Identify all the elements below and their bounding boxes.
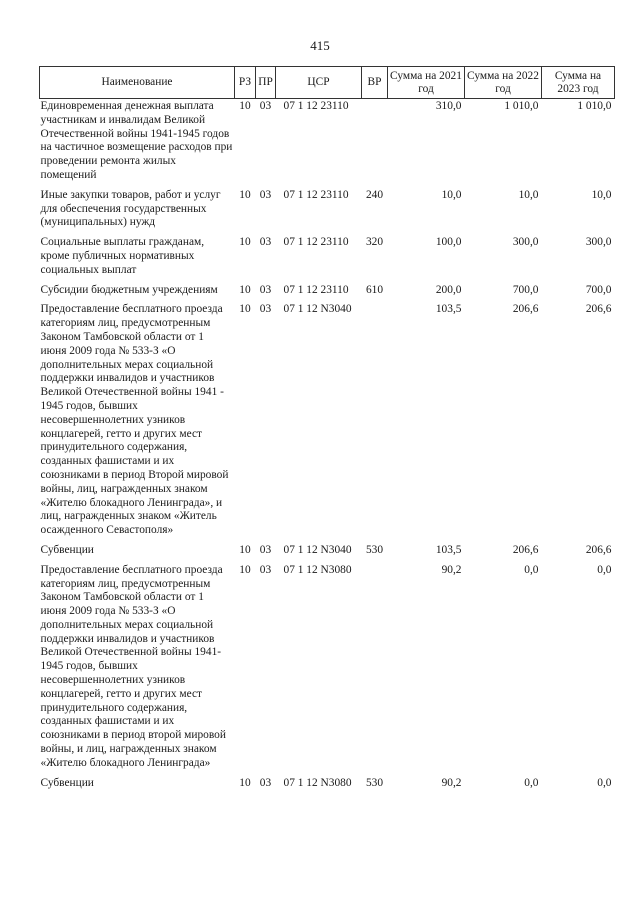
row-csr: 07 1 12 23110 bbox=[283, 236, 349, 249]
table-row bbox=[40, 99, 615, 189]
row-vr: 530 bbox=[365, 543, 384, 556]
budget-table bbox=[39, 66, 615, 790]
row-name: Субвенции bbox=[40, 543, 94, 556]
row-sum-2021: 10,0 bbox=[441, 188, 462, 201]
header-sum-2021: Сумма на 2021 год bbox=[388, 67, 465, 99]
table-row bbox=[40, 303, 615, 544]
row-name: Единовременная денежная выплата участникам и инвалидам Великой Отечественной войны 1941-1945 годов на частичное возмещение расходов при проведении ремонта жилых помещений bbox=[40, 100, 233, 181]
row-csr: 07 1 12 23110 bbox=[283, 283, 349, 296]
row-sum-2023: 10,0 bbox=[591, 188, 612, 201]
row-sum-2022: 10,0 bbox=[518, 188, 539, 201]
row-rz: 10 bbox=[239, 188, 251, 201]
row-rz: 10 bbox=[239, 236, 251, 249]
header-name: Наименование bbox=[40, 67, 235, 99]
row-csr: 07 1 12 N3080 bbox=[283, 563, 352, 576]
row-sum-2021: 103,5 bbox=[435, 543, 462, 556]
row-sum-2023: 0,0 bbox=[597, 776, 612, 789]
row-sum-2021: 310,0 bbox=[435, 100, 462, 112]
row-pr: 03 bbox=[259, 283, 272, 296]
row-sum-2023: 300,0 bbox=[585, 236, 612, 249]
row-name: Социальные выплаты гражданам, кроме публичных нормативных социальных выплат bbox=[40, 236, 205, 276]
table-row bbox=[40, 544, 615, 564]
table-row bbox=[40, 284, 615, 304]
table-row bbox=[40, 236, 615, 283]
row-csr: 07 1 12 N3040 bbox=[283, 543, 352, 556]
row-rz: 10 bbox=[239, 776, 251, 789]
row-rz: 10 bbox=[239, 303, 251, 316]
row-rz: 10 bbox=[239, 543, 251, 556]
row-pr: 03 bbox=[259, 543, 272, 556]
row-sum-2022: 300,0 bbox=[512, 236, 539, 249]
row-pr: 03 bbox=[259, 776, 272, 789]
table-row bbox=[40, 189, 615, 236]
row-rz: 10 bbox=[239, 283, 251, 296]
row-sum-2022: 206,6 bbox=[512, 543, 539, 556]
row-sum-2023: 206,6 bbox=[585, 303, 612, 316]
header-rz: РЗ bbox=[235, 67, 256, 99]
row-name: Иные закупки товаров, работ и услуг для обеспечения государственных (муниципальных) нужд bbox=[40, 188, 221, 229]
row-name: Предоставление бесплатного проезда категориям лиц, предусмотренным Законом Тамбовской области от 1 июня 2009 года № 533-З «О дополнительных мерах социальной поддержки инвалидов и участников Великой Отечественной войны 1941-1945 годов, бывших несовершеннолетних узников концлагерей, гетто и других мест принудительного содержания, созданных фашистами и их союзниками в период второй мировой войны, и лиц, награжденных знаком «Жителю блокадного Ленинграда» bbox=[40, 563, 226, 769]
row-sum-2021: 103,5 bbox=[435, 303, 462, 316]
row-csr: 07 1 12 N3040 bbox=[283, 303, 352, 316]
row-sum-2021: 200,0 bbox=[435, 283, 462, 296]
row-sum-2021: 100,0 bbox=[435, 236, 462, 249]
row-vr: 530 bbox=[365, 776, 384, 789]
header-vr: ВР bbox=[362, 67, 388, 99]
row-csr: 07 1 12 23110 bbox=[283, 100, 349, 112]
row-rz: 10 bbox=[239, 563, 251, 576]
row-vr: 240 bbox=[365, 188, 384, 201]
row-pr: 03 bbox=[259, 563, 272, 576]
row-sum-2021: 90,2 bbox=[441, 563, 462, 576]
table-row bbox=[40, 777, 615, 791]
row-name: Субсидии бюджетным учреждениям bbox=[40, 283, 218, 296]
row-rz: 10 bbox=[239, 100, 251, 112]
row-vr: 610 bbox=[365, 283, 384, 296]
row-pr: 03 bbox=[259, 303, 272, 316]
header-pr: ПР bbox=[256, 67, 276, 99]
row-pr: 03 bbox=[259, 236, 272, 249]
row-name: Субвенции bbox=[40, 776, 94, 789]
row-pr: 03 bbox=[259, 188, 272, 201]
row-csr: 07 1 12 N3080 bbox=[283, 776, 352, 789]
header-sum-2022: Сумма на 2022 год bbox=[465, 67, 542, 99]
table-body bbox=[40, 99, 615, 791]
row-vr bbox=[362, 303, 388, 544]
row-pr: 03 bbox=[259, 100, 272, 112]
header-csr: ЦСР bbox=[276, 67, 362, 99]
row-sum-2022: 0,0 bbox=[524, 563, 539, 576]
table-row bbox=[40, 564, 615, 777]
row-sum-2022: 700,0 bbox=[512, 283, 539, 296]
row-sum-2023: 206,6 bbox=[585, 543, 612, 556]
row-sum-2021: 90,2 bbox=[441, 776, 462, 789]
row-sum-2022: 0,0 bbox=[524, 776, 539, 789]
row-vr bbox=[362, 564, 388, 777]
row-sum-2023: 0,0 bbox=[597, 563, 612, 576]
row-vr bbox=[362, 99, 388, 189]
row-sum-2022: 206,6 bbox=[512, 303, 539, 316]
header-sum-2023: Сумма на 2023 год bbox=[542, 67, 615, 99]
row-sum-2022: 1 010,0 bbox=[504, 100, 539, 112]
row-sum-2023: 1 010,0 bbox=[577, 100, 612, 112]
row-sum-2023: 700,0 bbox=[585, 283, 612, 296]
row-name: Предоставление бесплатного проезда категориям лиц, предусмотренным Законом Тамбовской области от 1 июня 2009 года № 533-З «О дополнительных мерах социальной поддержки инвалидов и участников Великой Отечественной войны 1941 - 1945 годов, бывших несовершеннолетних узников концлагерей, гетто и других мест принудительного содержания, созданных фашистами и их союзниками в период Второй мировой войны, лиц, награжденных знаком «Жителю блокадного Ленинграда», и лиц, награжденных знаком «Житель осажденного Севастополя» bbox=[40, 303, 229, 537]
row-csr: 07 1 12 23110 bbox=[283, 188, 349, 201]
row-vr: 320 bbox=[365, 236, 384, 249]
page-number: 415 bbox=[310, 38, 330, 53]
table-header bbox=[40, 67, 615, 99]
